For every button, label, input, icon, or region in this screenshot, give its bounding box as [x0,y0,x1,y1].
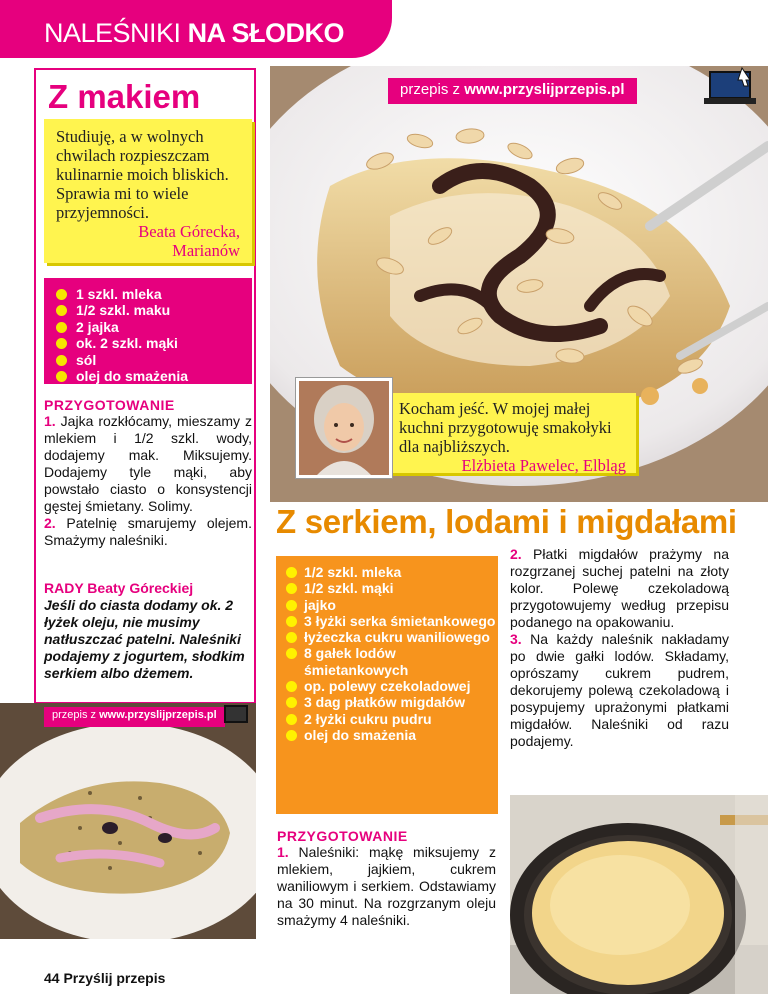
ingredient-text: 1 szkl. mleka [76,286,162,302]
bullet-icon [56,338,67,349]
step-text: Płatki migdałów prażymy na rozgrzanej suchej patelni na złoty kolor. Polewę czekoladową przygotowujemy według przepisu podanego na opakowaniu. [510,546,729,630]
photo-source-tag [388,78,637,104]
ingredient-item [56,335,252,351]
recipe1-author-quote [44,119,252,263]
section-title-light: NALEŚNIKI [44,18,188,48]
ingredient-text: 1/2 szkl. mleka [304,564,402,580]
bullet-icon [286,714,297,725]
author-name: Beata Górecka, [138,222,240,241]
ingredient-item [286,645,498,678]
bullet-icon [56,322,67,333]
bullet-icon [56,289,67,300]
tag-site: www.przyslijprzepis.pl [464,81,625,98]
step-text: Naleśniki: mąkę miksujemy z mlekiem, jajkiem, cukrem waniliowym i serkiem. Odstawiamy na 30 minut. Na rozgrzanym oleju smażymy 4 naleśniki. [277,844,496,928]
author-place: Marianów [172,241,240,260]
page-footer: 44 Przyślij przepis [44,970,166,986]
bullet-icon [286,632,297,643]
ingredient-item [56,286,252,302]
ingredient-item [286,564,498,580]
section-title-bold: NA SŁODKO [187,18,345,48]
bullet-icon [286,730,297,741]
bullet-icon [286,616,297,627]
ingredient-item [286,727,498,743]
prep-step-2 [44,515,252,549]
quote-text: Kocham jeść. W mojej małej kuchni przygotowuję smakołyki dla najbliższych. [399,399,612,456]
ingredient-text: 1/2 szkl. maku [76,302,171,319]
author-name: Elżbieta Pawelec, Elbląg [461,456,626,475]
ingredient-text: jajko [304,596,336,613]
prep-step-1 [44,413,252,515]
ingredient-text: 1/2 szkl. mąki [304,580,394,597]
prep-step-1 [277,844,496,929]
recipe1-ingredients [44,278,252,384]
section-title [44,18,344,49]
ingredient-text: op. polewy czekoladowej [304,678,471,695]
recipe2-ingredients [276,556,498,814]
recipe2-title: Z serkiem, lodami i migdałami [276,503,737,540]
ingredient-text: 3 łyżki serka śmietankowego [304,612,496,629]
bullet-icon [286,681,297,692]
step-number: 3. [510,631,522,647]
step-text: Na każdy naleśnik nakładamy po dwie gałki lodów. Składamy, oprószamy cukrem pudrem, dekorujemy polewą czekoladową i posypujemy uprażonymi płatkami migdałów. Naleśniki od razu podajemy. [510,631,729,749]
author-photo [299,381,389,475]
recipe2-preparation [277,828,496,929]
step-text: Patelnię smarujemy olejem. Smażymy naleśniki. [44,515,252,548]
bullet-icon [286,697,297,708]
photo-source-tag [44,707,225,727]
laptop-icon [702,66,762,112]
tips-title: RADY Beaty Góreckiej [44,580,194,596]
ingredient-item [286,629,498,645]
ingredient-item [286,613,498,629]
ingredient-text: sól [76,351,97,368]
tag-site: www.przyslijprzepis.pl [99,709,217,721]
ingredient-item [56,352,252,368]
poppy-pancake-image [0,703,256,939]
step-number: 1. [277,844,289,860]
ingredient-item [286,711,498,727]
bullet-icon [286,567,297,578]
bullet-icon [56,355,67,366]
prep-heading: PRZYGOTOWANIE [277,828,408,844]
ingredient-text: łyżeczka cukru waniliowego [304,629,490,646]
step-number: 2. [510,546,522,562]
ingredient-item [286,597,498,613]
bullet-icon [56,371,67,382]
pancake-in-pan-image [510,795,768,994]
recipe1-preparation [44,397,252,549]
laptop-icon [224,705,248,723]
ingredient-text: 2 jajka [76,318,119,335]
tag-prefix: przepis z [400,81,465,98]
prep-heading: PRZYGOTOWANIE [44,397,175,413]
ingredient-item [286,678,498,694]
recipe2-steps-continued [510,546,729,750]
bullet-icon [56,305,67,316]
recipe1-tips [44,580,252,682]
author-portrait [296,378,392,478]
recipe1-photo [0,703,256,939]
ingredient-text: olej do smażenia [76,368,189,385]
step-number: 1. [44,413,56,429]
ingredient-text: olej do smażenia [304,726,417,743]
section-header [0,0,392,58]
step-text: Jajka rozkłócamy, mieszamy z mlekiem i 1/2 szkl. wody, dodajemy mak. Miksujemy. Dodajemy tyle mąki, aby powstało ciasto o konsystencji gęstej śmietany. Solimy. [44,413,252,514]
bullet-icon [286,600,297,611]
bullet-icon [286,648,297,659]
ingredient-item [56,368,252,384]
bullet-icon [286,583,297,594]
ingredient-text: 2 łyżki cukru pudru [304,710,432,727]
ingredient-item [56,302,252,318]
recipe1-title: Z makiem [48,78,201,115]
ingredient-text: ok. 2 szkl. mąki [76,335,178,352]
pan-photo [510,795,768,994]
ingredient-item [56,319,252,335]
ingredient-text: 8 gałek lodów śmietankowych [304,645,409,678]
step-number: 2. [44,515,56,531]
prep-step-2 [510,546,729,631]
ingredient-item [286,694,498,710]
tips-text: Jeśli do ciasta dodamy ok. 2 łyżek oleju, nie musimy natłuszczać patelni. Naleśniki podajemy z jogurtem, słodkim serkiem albo dżemem. [44,597,245,681]
recipe2-author-quote [361,393,636,473]
ingredient-text: 3 dag płatków migdałów [304,694,466,711]
tag-prefix: przepis z [52,709,100,721]
quote-text: Studiuję, a w wolnych chwilach rozpieszczam kulinarnie moich bliskich. Sprawia mi to wiele przyjemności. [56,127,229,222]
prep-step-3 [510,631,729,750]
ingredient-item [286,580,498,596]
